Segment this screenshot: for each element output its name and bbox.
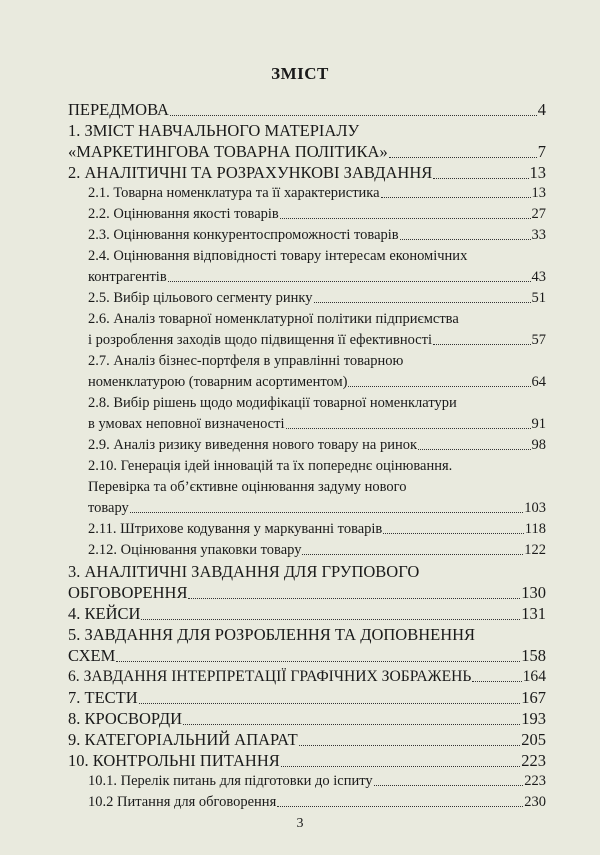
toc-entry[interactable] <box>68 690 546 707</box>
toc-entry-title: 9. КАТЕГОРІАЛЬНИЙ АПАРАТ <box>68 730 298 749</box>
toc-entry-page: 51 <box>531 290 546 306</box>
toc-entry-page: 131 <box>521 604 546 623</box>
page-number: 3 <box>296 816 304 831</box>
toc-entry[interactable] <box>88 501 546 516</box>
toc-entry-line: 2.6. Аналіз товарної номенклатурної політики підприємства <box>88 311 459 327</box>
toc-entry-title: ОБГОВОРЕННЯ <box>68 583 188 602</box>
toc-entry-line: 2.7. Аналіз бізнес-портфеля в управлінні товарною <box>88 353 404 369</box>
toc-entry-line: 2.10. Генерація ідей інновацій та їх попереднє оцінювання. <box>88 458 453 474</box>
toc-entry-page: 223 <box>524 773 546 789</box>
toc-entry[interactable] <box>88 774 546 789</box>
toc-entry[interactable] <box>88 543 546 558</box>
toc-entry-page: 223 <box>521 751 546 770</box>
toc-entry-title: 2.9. Аналіз ризику виведення нового товару на ринок <box>88 437 418 453</box>
dot-leader <box>383 532 523 534</box>
dot-leader <box>139 702 521 704</box>
dot-leader <box>188 597 520 599</box>
toc-entry[interactable] <box>68 606 546 623</box>
dot-leader <box>280 217 531 219</box>
toc-entry-title: ПЕРЕДМОВА <box>68 100 169 119</box>
toc-entry-title: «МАРКЕТИНГОВА ТОВАРНА ПОЛІТИКА» <box>68 142 388 161</box>
toc-entry-title: 2. АНАЛІТИЧНІ ТА РОЗРАХУНКОВІ ЗАВДАННЯ <box>68 163 433 182</box>
toc-entry-title: і розроблення заходів щодо підвищення її ефективності <box>88 332 432 348</box>
toc-entry-line: 2.4. Оцінювання відповідності товару інтересам економічних <box>88 248 468 264</box>
toc-entry-title: 2.12. Оцінювання упаковки товару <box>88 542 302 558</box>
toc-entry[interactable] <box>88 795 546 810</box>
toc-entry-line: 5. ЗАВДАННЯ ДЛЯ РОЗРОБЛЕННЯ ТА ДОПОВНЕННЯ <box>68 625 476 644</box>
toc-entry[interactable] <box>88 291 546 306</box>
dot-leader <box>116 660 520 662</box>
toc-entry-title: 10.2 Питання для обговорення <box>88 794 277 810</box>
toc-entry-title: СХЕМ <box>68 646 116 665</box>
toc-entry-page: 43 <box>531 269 546 285</box>
toc-entry[interactable] <box>68 753 546 770</box>
dot-leader <box>418 448 530 450</box>
dot-leader <box>472 680 521 682</box>
toc-entry-page: 7 <box>537 142 546 161</box>
dot-leader <box>374 784 524 786</box>
toc-entry[interactable] <box>88 417 546 432</box>
toc-entry-page: 57 <box>531 332 546 348</box>
toc-entry[interactable] <box>68 669 546 685</box>
toc-entry[interactable] <box>68 165 546 182</box>
toc-entry[interactable] <box>88 333 546 348</box>
toc-entry-title: 10.1. Перелік питань для підготовки до іспиту <box>88 773 373 789</box>
toc-entry-title: 10. КОНТРОЛЬНІ ПИТАННЯ <box>68 751 280 770</box>
toc-entry[interactable] <box>88 438 546 453</box>
toc-entry-title: 6. ЗАВДАННЯ ІНТЕРПРЕТАЦІЇ ГРАФІЧНИХ ЗОБРАЖЕНЬ <box>68 668 472 685</box>
toc-entry-title: контрагентів <box>88 269 167 285</box>
toc-entry-page: 33 <box>531 227 546 243</box>
toc-entry-page: 158 <box>521 646 546 665</box>
toc-entry-line: 2.8. Вибір рішень щодо модифікації товарної номенклатури <box>88 395 457 411</box>
toc-entry-page: 118 <box>524 521 546 537</box>
toc-entry-page: 167 <box>521 688 546 707</box>
toc-entry[interactable] <box>88 522 546 537</box>
dot-leader <box>170 114 537 116</box>
toc-entry-page: 122 <box>524 542 546 558</box>
dot-leader <box>277 805 523 807</box>
toc-entry[interactable] <box>68 144 546 161</box>
toc-entry-page: 13 <box>529 163 546 182</box>
dot-leader <box>130 511 523 513</box>
toc-entry-page: 164 <box>522 668 546 685</box>
toc-entry-page: 130 <box>521 583 546 602</box>
toc-entry[interactable] <box>68 732 546 749</box>
toc-entry[interactable] <box>88 228 546 243</box>
toc-entry-line: Перевірка та об’єктивне оцінювання задуму нового <box>88 479 407 495</box>
dot-leader <box>433 343 531 345</box>
toc-entry[interactable] <box>88 207 546 222</box>
dot-leader <box>314 301 531 303</box>
toc-entry-page: 98 <box>531 437 546 453</box>
dot-leader <box>433 177 528 179</box>
dot-leader <box>389 156 537 158</box>
toc-entry-line: 1. ЗМІСТ НАВЧАЛЬНОГО МАТЕРІАЛУ <box>68 121 360 140</box>
toc-entry-line: 3. АНАЛІТИЧНІ ЗАВДАННЯ ДЛЯ ГРУПОВОГО <box>68 562 420 581</box>
dot-leader <box>286 427 531 429</box>
toc-entry[interactable] <box>68 711 546 728</box>
toc-entry-title: 8. КРОСВОРДИ <box>68 709 183 728</box>
dot-leader <box>381 196 531 198</box>
toc-entry-page: 27 <box>531 206 546 222</box>
toc-entry-title: 2.1. Товарна номенклатура та її характеристика <box>88 185 380 201</box>
dot-leader <box>348 385 530 387</box>
toc-entry-title: 4. КЕЙСИ <box>68 604 141 623</box>
dot-leader <box>299 744 521 746</box>
toc-entry-title: 2.11. Штрихове кодування у маркуванні товарів <box>88 521 383 537</box>
toc-entry[interactable] <box>68 648 546 665</box>
toc-entry-page: 64 <box>531 374 546 390</box>
dot-leader <box>168 280 531 282</box>
dot-leader <box>141 618 520 620</box>
toc-entry-title: товару <box>88 500 129 516</box>
toc-entry-title: 2.2. Оцінювання якості товарів <box>88 206 279 222</box>
toc-entry-page: 13 <box>531 185 546 201</box>
toc-entry-page: 91 <box>531 416 546 432</box>
dot-leader <box>183 723 520 725</box>
toc-entry-title: в умовах неповної визначеності <box>88 416 285 432</box>
toc-entry-page: 230 <box>524 794 546 810</box>
dot-leader <box>400 238 531 240</box>
dot-leader <box>302 553 523 555</box>
toc-entry-page: 103 <box>524 500 546 516</box>
toc-entry-title: 2.5. Вибір цільового сегменту ринку <box>88 290 313 306</box>
toc-entry[interactable] <box>68 585 546 602</box>
toc-entry-page: 4 <box>537 100 546 119</box>
page-title: ЗМІСТ <box>271 64 329 83</box>
toc-entry[interactable] <box>88 375 546 390</box>
toc-entry[interactable] <box>88 270 546 285</box>
toc-entry-page: 205 <box>521 730 546 749</box>
toc-entry[interactable] <box>68 102 546 119</box>
toc-entry[interactable] <box>88 186 546 201</box>
toc-entry-title: номенклатурою (товарним асортиментом) <box>88 374 348 390</box>
toc-entry-page: 193 <box>521 709 546 728</box>
dot-leader <box>281 765 520 767</box>
toc-entry-title: 7. ТЕСТИ <box>68 688 138 707</box>
toc-entry-title: 2.3. Оцінювання конкурентоспроможності товарів <box>88 227 399 243</box>
